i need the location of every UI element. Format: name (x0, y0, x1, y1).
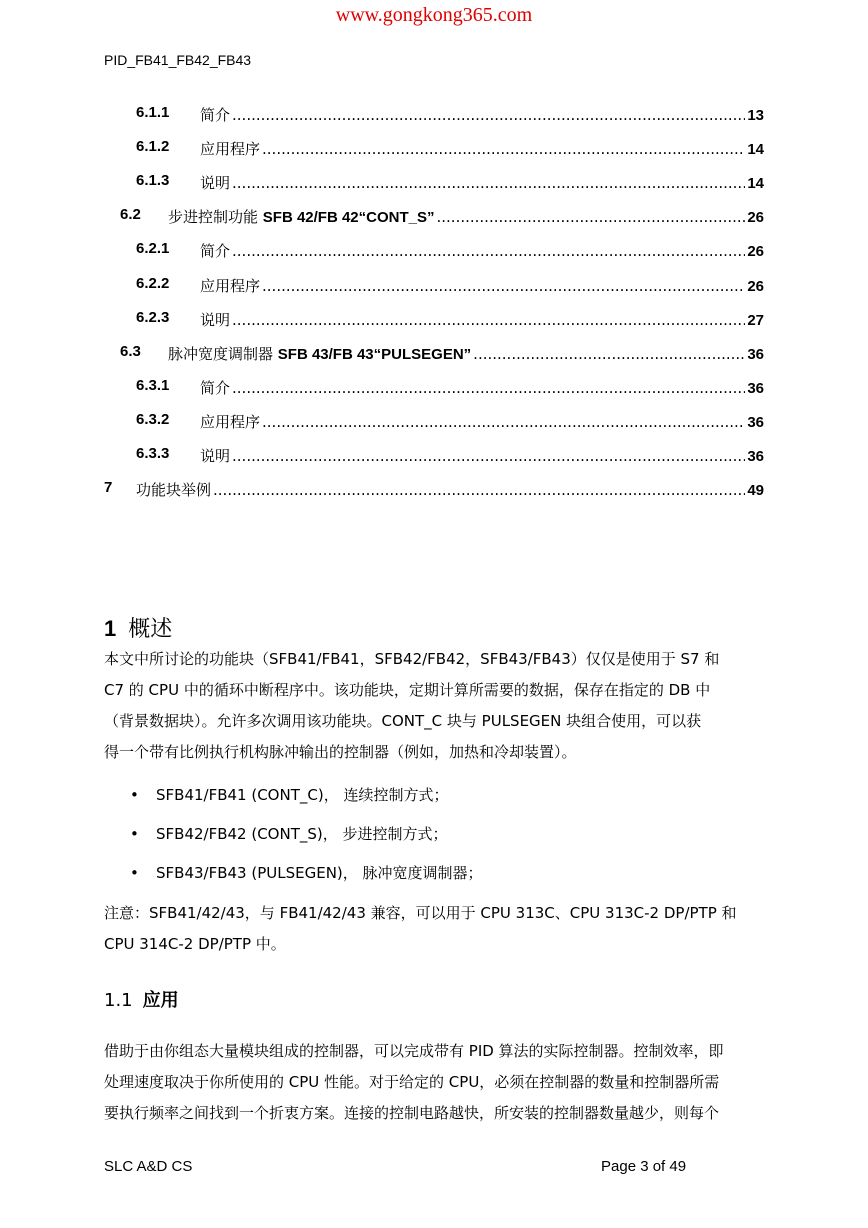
toc-page: 26 (747, 278, 764, 295)
text-line: 得一个带有比例执行机构脉冲输出的控制器（例如，加热和冷却装置）。 (104, 743, 577, 761)
toc-title: 功能块举例 (136, 481, 212, 499)
toc-entry[interactable] (0, 104, 868, 126)
toc-entry[interactable] (0, 240, 868, 262)
toc-page: 36 (747, 414, 764, 431)
toc-leader (232, 174, 745, 192)
toc-title: 步进控制功能 SFB 42/FB 42“CONT_S” (168, 208, 435, 226)
page-header: PID_FB41_FB42_FB43 (104, 52, 252, 68)
application-paragraph (104, 1036, 764, 1129)
text-line: 要执行频率之间找到一个折衷方案。连接的控制电路越快，所安装的控制器数量越少，则每个 (104, 1104, 720, 1122)
toc-entry[interactable] (0, 206, 868, 228)
toc-title: 说明 (200, 447, 231, 465)
toc-entry[interactable] (0, 343, 868, 365)
toc-leader (213, 481, 745, 499)
toc-title: 应用程序 (200, 277, 261, 295)
bullet-text: SFB43/FB43 (PULSEGEN)， 脉冲宽度调制器； (156, 864, 483, 882)
footer-left: SLC A&D CS (104, 1158, 193, 1175)
section-title: 概述 (128, 617, 173, 642)
toc-page: 36 (747, 380, 764, 397)
toc-leader (437, 208, 746, 226)
toc-entry[interactable] (0, 309, 868, 331)
text-line: 本文中所讨论的功能块（SFB41/FB41，SFB42/FB42，SFB43/FB43）仅仅是使用于 S7 和 (104, 650, 720, 668)
toc-entry[interactable] (0, 377, 868, 399)
toc-title: 说明 (200, 174, 231, 192)
toc-leader (232, 379, 745, 397)
toc-number: 6.2 (120, 206, 141, 223)
subsection-title: 应用 (142, 990, 179, 1011)
toc-entry[interactable] (0, 445, 868, 467)
subsection-number: 1.1 (104, 990, 133, 1011)
bullet-text: SFB41/FB41 (CONT_C)， 连续控制方式； (156, 786, 449, 804)
toc-number: 6.2.3 (136, 309, 170, 326)
toc-entry[interactable] (0, 172, 868, 194)
toc-page: 14 (747, 175, 764, 192)
toc-number: 6.3.2 (136, 411, 170, 428)
toc-title: 应用程序 (200, 140, 261, 158)
toc-page: 36 (747, 346, 764, 363)
toc-leader (232, 106, 745, 124)
subsection-heading (104, 986, 179, 1012)
toc-leader (262, 413, 745, 431)
bullet-item (130, 823, 448, 844)
toc-title: 脉冲宽度调制器 SFB 43/FB 43“PULSEGEN” (168, 345, 472, 363)
text-line: 注意：SFB41/42/43，与 FB41/42/43 兼容，可以用于 CPU 313C、CPU 313C-2 DP/PTP 和 (104, 904, 737, 922)
bullet-icon: • (130, 786, 139, 804)
bullet-text: SFB42/FB42 (CONT_S)， 步进控制方式； (156, 825, 448, 843)
toc-leader (262, 140, 745, 158)
note-paragraph (104, 898, 764, 960)
toc-number: 6.3 (120, 343, 141, 360)
bullet-icon: • (130, 825, 139, 843)
toc-title: 应用程序 (200, 413, 261, 431)
toc-page: 14 (747, 141, 764, 158)
toc-number: 6.2.1 (136, 240, 170, 257)
toc-title: 简介 (200, 379, 231, 397)
text-line: 借助于由你组态大量模块组成的控制器，可以完成带有 PID 算法的实际控制器。控制效率，即 (104, 1042, 724, 1060)
watermark-url[interactable]: www.gongkong365.com (335, 4, 533, 26)
toc-number: 6.1.3 (136, 172, 170, 189)
bullet-item (130, 784, 448, 805)
toc-number: 6.1.2 (136, 138, 170, 155)
toc-entry[interactable] (0, 138, 868, 160)
toc-leader (473, 345, 745, 363)
text-line: C7 的 CPU 中的循环中断程序中。该功能块，定期计算所需要的数据，保存在指定的 DB 中 (104, 681, 711, 699)
toc-title: 简介 (200, 106, 231, 124)
text-line: CPU 314C-2 DP/PTP 中。 (104, 935, 286, 953)
toc-leader (262, 277, 745, 295)
section-heading (104, 612, 172, 643)
toc-entry[interactable] (0, 275, 868, 297)
toc-page: 49 (747, 482, 764, 499)
toc-leader (232, 242, 745, 260)
bullet-item (130, 862, 483, 883)
toc-page: 36 (747, 448, 764, 465)
toc-title: 说明 (200, 311, 231, 329)
section-number: 1 (104, 616, 117, 641)
toc-number: 7 (104, 479, 113, 496)
bullet-icon: • (130, 864, 139, 882)
toc-number: 6.1.1 (136, 104, 170, 121)
toc-entry[interactable] (0, 479, 868, 501)
toc-entry[interactable] (0, 411, 868, 433)
toc-number: 6.2.2 (136, 275, 170, 292)
toc-leader (232, 311, 745, 329)
toc-number: 6.3.3 (136, 445, 170, 462)
toc-title: 简介 (200, 242, 231, 260)
toc-leader (232, 447, 745, 465)
text-line: （背景数据块）。允许多次调用该功能块。CONT_C 块与 PULSEGEN 块组合使用，可以获 (104, 712, 702, 730)
toc-page: 27 (747, 312, 764, 329)
toc-page: 26 (747, 243, 764, 260)
toc-page: 26 (747, 209, 764, 226)
toc-number: 6.3.1 (136, 377, 170, 394)
intro-paragraph (104, 644, 764, 768)
text-line: 处理速度取决于你所使用的 CPU 性能。对于给定的 CPU，必须在控制器的数量和控制器所需 (104, 1073, 720, 1091)
toc-page: 13 (747, 107, 764, 124)
footer-page-number: Page 3 of 49 (601, 1158, 687, 1175)
